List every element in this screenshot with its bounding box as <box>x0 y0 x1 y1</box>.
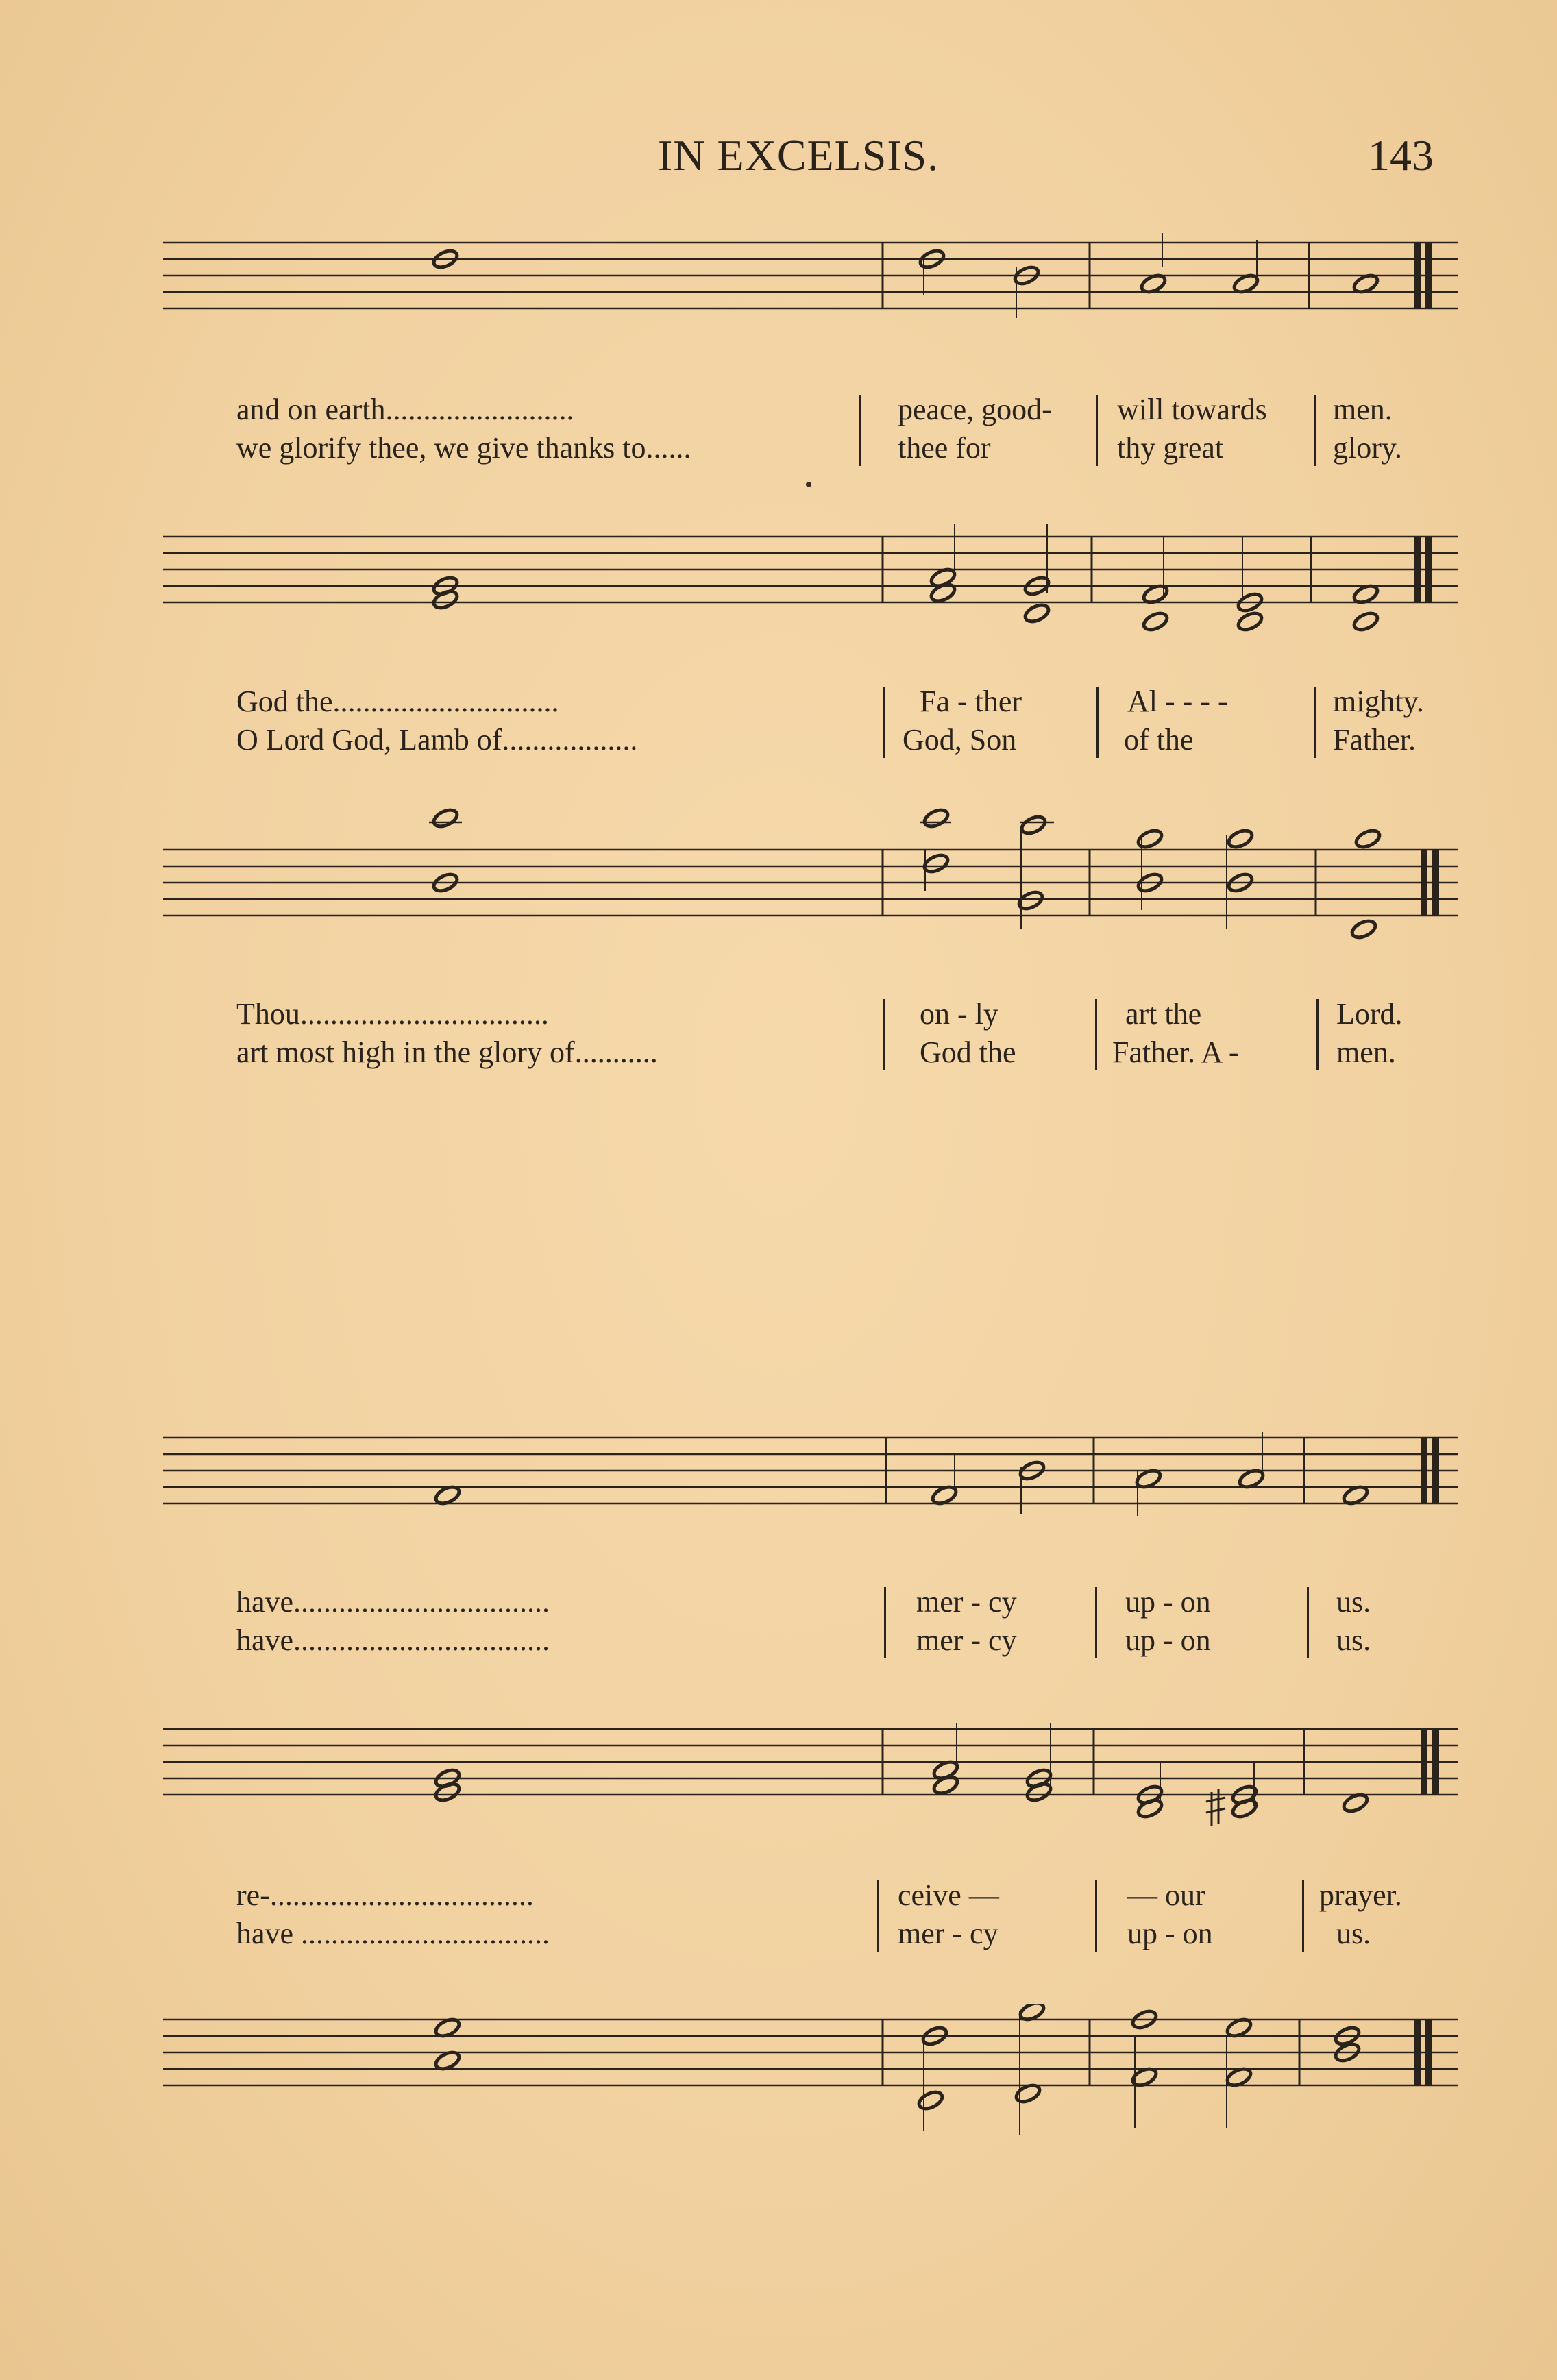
lyric-text: ceive — <box>898 1878 999 1912</box>
lyric-line <box>236 1876 1470 1915</box>
lyric-text: us. <box>1336 1623 1371 1657</box>
lyric-line <box>236 995 1470 1033</box>
page-number: 143 <box>1368 131 1434 180</box>
staff-1 <box>163 233 1458 343</box>
lyric-line <box>236 1033 1470 1072</box>
lyrics-5 <box>236 1876 1470 1953</box>
lyric-line <box>236 1915 1470 1953</box>
lyric-text: — our <box>1127 1878 1205 1912</box>
page-header <box>0 130 1557 192</box>
lyrics-4 <box>236 1583 1470 1660</box>
lyric-line <box>236 683 1470 721</box>
ink-speck <box>806 482 811 487</box>
lyric-text: have ................................. <box>236 1917 550 1950</box>
lyric-text: God the <box>920 1035 1016 1069</box>
lyric-text: and on earth......................... <box>236 393 574 426</box>
lyric-text: God the.............................. <box>236 685 559 718</box>
lyric-text: prayer. <box>1319 1878 1402 1912</box>
staff-3 <box>163 802 1458 959</box>
staff-6 <box>163 2004 1458 2142</box>
lyric-text: have.................................. <box>236 1585 550 1619</box>
lyric-text: God, Son <box>903 723 1017 757</box>
lyric-text: up - on <box>1125 1623 1211 1657</box>
lyric-text: of the <box>1124 723 1194 757</box>
lyric-text: will towards <box>1117 393 1267 426</box>
lyric-text: O Lord God, Lamb of.................. <box>236 723 638 757</box>
lyric-text: have.................................. <box>236 1623 550 1657</box>
lyric-text: we glorify thee, we give thanks to...... <box>236 431 691 465</box>
lyric-text: mer - cy <box>916 1623 1017 1657</box>
lyric-text: men. <box>1336 1035 1396 1069</box>
lyric-text: Lord. <box>1336 997 1403 1031</box>
lyric-text: peace, good- <box>898 393 1052 426</box>
lyric-text: Father. A - <box>1112 1035 1239 1069</box>
lyric-line <box>236 391 1470 429</box>
lyric-line <box>236 1583 1470 1621</box>
lyrics-3 <box>236 995 1470 1072</box>
staff-2 <box>163 524 1458 654</box>
lyric-text: Father. <box>1333 723 1416 757</box>
lyrics-2 <box>236 683 1470 759</box>
lyric-text: us. <box>1336 1917 1371 1950</box>
page-title: IN EXCELSIS. <box>658 131 940 180</box>
lyric-text: glory. <box>1333 431 1403 465</box>
lyric-text: men. <box>1333 393 1393 426</box>
staff-4 <box>163 1432 1458 1542</box>
lyric-text: up - on <box>1127 1917 1213 1950</box>
lyric-text: art most high in the glory of........... <box>236 1035 658 1069</box>
lyrics-1 <box>236 391 1470 467</box>
lyric-text: on - ly <box>920 997 998 1031</box>
lyric-line <box>236 429 1470 467</box>
staff-5 <box>163 1723 1458 1861</box>
lyric-text: Al - - - - <box>1127 685 1228 718</box>
lyric-text: re-................................... <box>236 1878 534 1912</box>
lyric-text: mighty. <box>1333 685 1424 718</box>
lyric-text: up - on <box>1125 1585 1211 1619</box>
lyric-text: mer - cy <box>916 1585 1017 1619</box>
lyric-text: thy great <box>1117 431 1224 465</box>
lyric-text: Thou................................. <box>236 997 549 1031</box>
lyric-text: Fa - ther <box>920 685 1022 718</box>
lyric-text: thee for <box>898 431 991 465</box>
lyric-text: mer - cy <box>898 1917 998 1950</box>
lyric-text: art the <box>1125 997 1202 1031</box>
lyric-line <box>236 1621 1470 1660</box>
lyric-line <box>236 721 1470 759</box>
lyric-text: us. <box>1336 1585 1371 1619</box>
